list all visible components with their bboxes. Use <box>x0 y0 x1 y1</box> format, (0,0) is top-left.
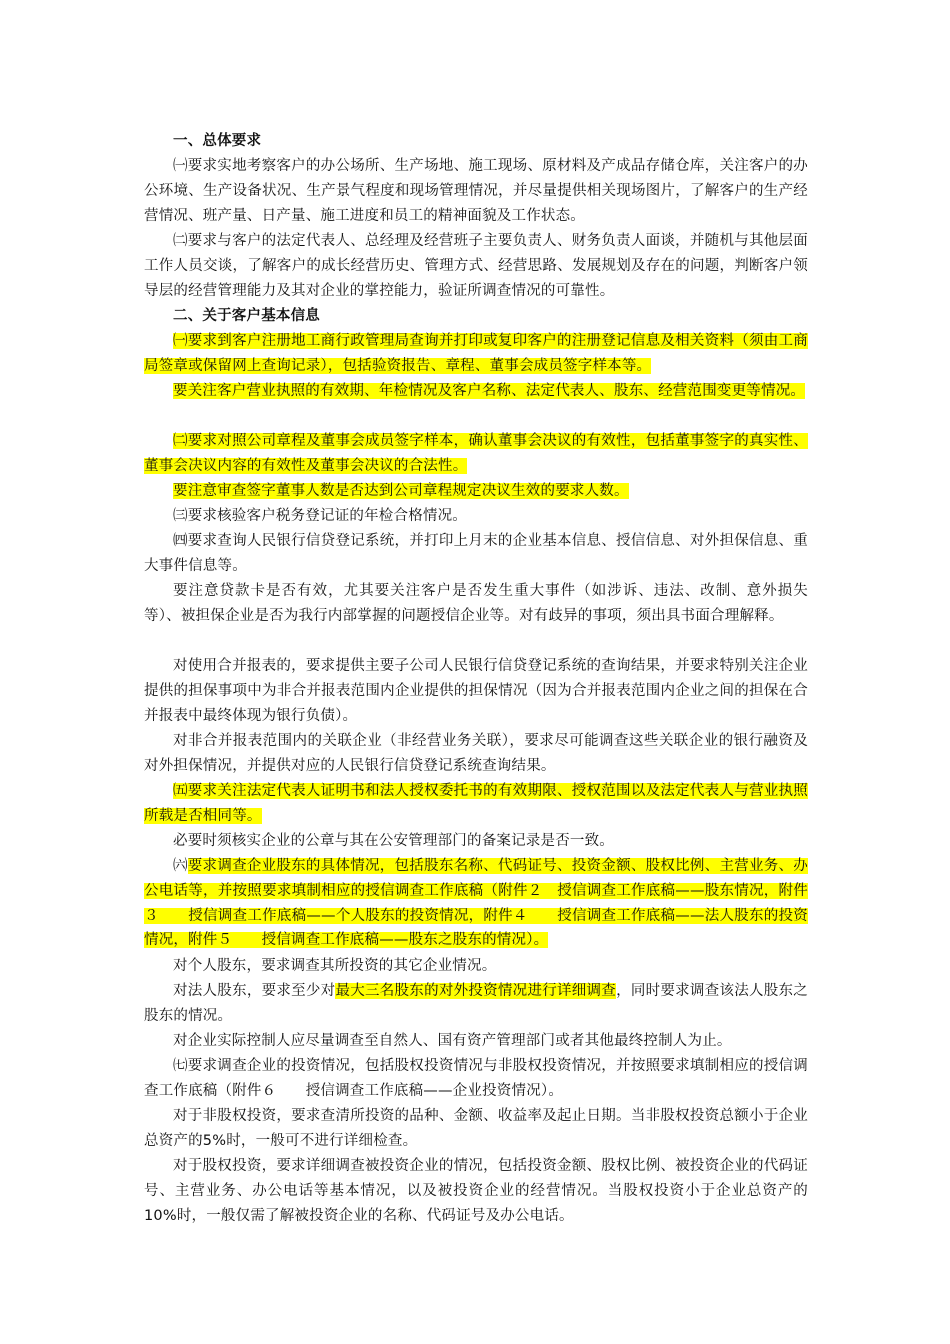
text-run: 对法人股东，要求至少对 <box>173 983 336 999</box>
paragraph <box>144 829 808 854</box>
text-run: 对企业实际控制人应尽量调查至自然人、国有资产管理部门或者其他最终控制人为止。 <box>173 1033 732 1049</box>
highlighted-text: 最大三名股东的对外投资情况进行详细调查 <box>335 983 617 999</box>
text-run: ㈠要求实地考察客户的办公场所、生产场地、施工现场、原材料及产成品存储仓库，关注客户的办公环境、生产设备状况、生产景气程度和现场管理情况，并尽量提供相关现场图片，了解客户的生产经营情况、班产量、日产量、施工进度和员工的精神面貌及工作状态。 <box>144 158 808 224</box>
paragraph <box>144 954 808 979</box>
highlighted-text: ㈠要求到客户注册地工商行政管理局查询并打印或复印客户的注册登记信息及相关资料（须由工商局签章或保留网上查询记录），包括验资报告、章程、董事会成员签字样本等。 <box>144 333 808 374</box>
text-run: 一、总体要求 <box>173 133 262 149</box>
paragraph <box>144 1154 808 1228</box>
paragraph <box>144 579 808 629</box>
paragraph <box>144 229 808 303</box>
text-run: 必要时须核实企业的公章与其在公安管理部门的备案记录是否一致。 <box>173 833 614 849</box>
paragraph <box>144 429 808 479</box>
paragraph <box>144 1104 808 1154</box>
section-heading <box>144 304 808 329</box>
paragraph <box>144 329 808 379</box>
text-run: ，同时要求调查该法人股东之股东的情况。 <box>144 983 808 1024</box>
text-run: 要注意贷款卡是否有效，尤其要关注客户是否发生重大事件（如涉诉、违法、改制、意外损失等）、被担保企业是否为我行内部掌握的问题授信企业等。对有歧异的事项，须出具书面合理解释。 <box>144 583 808 624</box>
paragraph <box>144 479 808 504</box>
highlighted-text: ㈤要求关注法定代表人证明书和法人授权委托书的有效期限、授权范围以及法定代表人与营业执照所载是否相同等。 <box>144 783 808 824</box>
text-run: 对使用合并报表的，要求提供主要子公司人民银行信贷登记系统的查询结果，并要求特别关注企业提供的担保事项中为非合并报表范围内企业提供的担保情况（因为合并报表范围内企业之间的担保在合并报表中最终体现为银行负债）。 <box>144 658 808 724</box>
text-run: ㈥ <box>173 858 188 874</box>
text-run: ㈢要求核验客户税务登记证的年检合格情况。 <box>173 508 467 524</box>
paragraph <box>144 504 808 529</box>
paragraph <box>144 854 808 953</box>
highlighted-text: 要求调查企业股东的具体情况，包括股东名称、代码证号、投资金额、股权比例、主营业务、办公电话等，并按照要求填制相应的授信调查工作底稿（附件２ 授信调查工作底稿——股东情况，附件３ 授信调查工作底稿——个人股东的投资情况，附件４ 授信调查工作底稿——法人股东的投资情况，附件５ 授信调查工作底稿——股东之股东的情况）。 <box>144 858 808 949</box>
paragraph <box>144 979 808 1029</box>
paragraph <box>144 654 808 728</box>
paragraph <box>144 154 808 228</box>
text-run: 对于股权投资，要求详细调查被投资企业的情况，包括投资金额、股权比例、被投资企业的代码证号、主营业务、办公电话等基本情况，以及被投资企业的经营情况。当股权投资小于企业总资产的10%时，一般仅需了解被投资企业的名称、代码证号及办公电话。 <box>144 1158 808 1224</box>
text-run: 二、关于客户基本信息 <box>173 308 320 324</box>
text-run: 对非合并报表范围内的关联企业（非经营业务关联），要求尽可能调查这些关联企业的银行融资及对外担保情况，并提供对应的人民银行信贷登记系统查询结果。 <box>144 733 808 774</box>
paragraph <box>144 779 808 829</box>
paragraph <box>144 379 808 404</box>
paragraph <box>144 529 808 579</box>
paragraph <box>144 1054 808 1104</box>
paragraph <box>144 729 808 779</box>
text-run: ㈦要求调查企业的投资情况，包括股权投资情况与非股权投资情况，并按照要求填制相应的授信调查工作底稿（附件６ 授信调查工作底稿——企业投资情况）。 <box>144 1058 808 1099</box>
highlighted-text: ㈡要求对照公司章程及董事会成员签字样本，确认董事会决议的有效性，包括董事签字的真实性、董事会决议内容的有效性及董事会决议的合法性。 <box>144 433 808 474</box>
highlighted-text: 要注意审查签字董事人数是否达到公司章程规定决议生效的要求人数。 <box>173 483 629 499</box>
paragraph <box>144 1029 808 1054</box>
text-run: ㈣要求查询人民银行信贷登记系统，并打印上月末的企业基本信息、授信信息、对外担保信息、重大事件信息等。 <box>144 533 808 574</box>
highlighted-text: 要关注客户营业执照的有效期、年检情况及客户名称、法定代表人、股东、经营范围变更等情况。 <box>173 383 806 399</box>
text-run: 对于非股权投资，要求查清所投资的品种、金额、收益率及起止日期。当非股权投资总额小于企业总资产的5%时，一般可不进行详细检查。 <box>144 1108 808 1149</box>
text-run: 对个人股东，要求调查其所投资的其它企业情况。 <box>173 958 497 974</box>
text-run: ㈡要求与客户的法定代表人、总经理及经营班子主要负责人、财务负责人面谈，并随机与其他层面工作人员交谈，了解客户的成长经营历史、管理方式、经营思路、发展规划及存在的问题，判断客户领导层的经营管理能力及其对企业的掌控能力，验证所调查情况的可靠性。 <box>144 233 808 299</box>
section-heading <box>144 129 808 154</box>
